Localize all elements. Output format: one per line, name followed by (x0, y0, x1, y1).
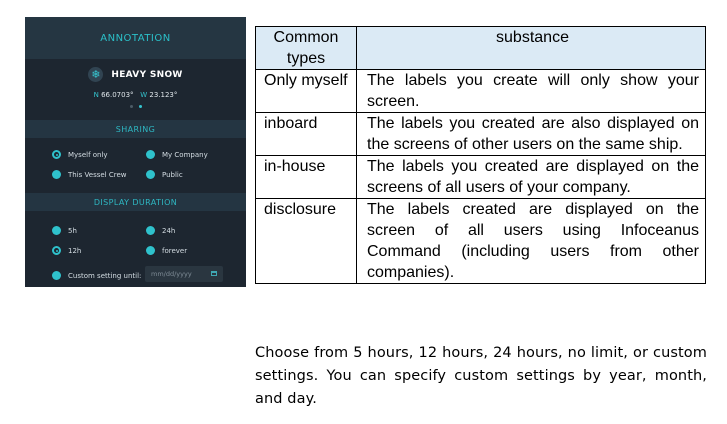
calendar-icon[interactable] (211, 271, 217, 276)
duration-option-forever[interactable] (146, 246, 187, 255)
table-row (256, 113, 706, 156)
coordinates (25, 91, 246, 99)
radio-icon[interactable] (146, 226, 155, 235)
column-header-substance: substance (357, 27, 706, 70)
sharing-option-myself[interactable] (52, 150, 108, 159)
table-header-row (256, 27, 706, 70)
description-cell: The labels you create will only show your screen. (357, 70, 706, 113)
type-cell: disclosure (256, 199, 357, 284)
page-dot[interactable] (130, 105, 133, 108)
snowflake-icon: ❄ (88, 67, 103, 82)
sharing-option-public[interactable] (146, 170, 183, 179)
pagination-dots (25, 105, 246, 108)
longitude-label: W (140, 91, 148, 99)
option-label: Myself only (68, 150, 108, 159)
description-cell: The labels created are displayed on the screen of all users using Infoceanus Command (including users from other companies). (357, 199, 706, 284)
duration-option-custom[interactable] (52, 271, 141, 280)
description-cell: The labels you created are displayed on the screens of all users of your company. (357, 156, 706, 199)
table-row (256, 70, 706, 113)
radio-icon[interactable] (146, 150, 155, 159)
option-label: 24h (162, 226, 176, 235)
date-placeholder: mm/dd/yyyy (151, 270, 192, 278)
duration-option-24h[interactable] (146, 226, 175, 235)
column-header-common-types: Common types (256, 27, 357, 70)
latitude-label: N (93, 91, 99, 99)
sharing-types-table (255, 26, 706, 284)
radio-icon[interactable] (52, 170, 61, 179)
description-cell: The labels you created are also displayed on the screens of other users on the same ship. (357, 113, 706, 156)
page-dot-active[interactable] (139, 105, 142, 108)
duration-option-5h[interactable] (52, 226, 77, 235)
longitude-value: 23.123° (149, 91, 178, 99)
option-label: This Vessel Crew (68, 170, 127, 179)
annotation-panel (25, 17, 246, 287)
table-row (256, 199, 706, 284)
type-cell: inboard (256, 113, 357, 156)
duration-options (25, 211, 246, 287)
option-label: 12h (68, 246, 82, 255)
sharing-options (25, 138, 246, 193)
duration-note: Choose from 5 hours, 12 hours, 24 hours, no limit, or custom settings. You can specify custom settings by year, month, and day. (255, 344, 707, 407)
radio-icon[interactable] (52, 226, 61, 235)
type-cell: Only myself (256, 70, 357, 113)
radio-icon[interactable] (146, 246, 155, 255)
sharing-option-company[interactable] (146, 150, 208, 159)
display-duration-heading: DISPLAY DURATION (25, 193, 246, 211)
radio-selected-icon[interactable] (52, 246, 61, 255)
type-cell: in-house (256, 156, 357, 199)
radio-icon[interactable] (146, 170, 155, 179)
panel-title: ANNOTATION (25, 17, 246, 59)
radio-icon[interactable] (52, 271, 61, 280)
table-row (256, 156, 706, 199)
sharing-option-vessel-crew[interactable] (52, 170, 127, 179)
sharing-heading: SHARING (25, 120, 246, 138)
radio-selected-icon[interactable] (52, 150, 61, 159)
weather-title: HEAVY SNOW (111, 69, 183, 80)
weather-card (25, 59, 246, 120)
option-label: Public (162, 170, 183, 179)
option-label: My Company (162, 150, 208, 159)
custom-setting-label: Custom setting until: (68, 271, 142, 280)
option-label: forever (162, 246, 188, 255)
custom-date-input[interactable] (145, 266, 223, 282)
option-label: 5h (68, 226, 77, 235)
duration-option-12h[interactable] (52, 246, 81, 255)
latitude-value: 66.0703° (101, 91, 134, 99)
